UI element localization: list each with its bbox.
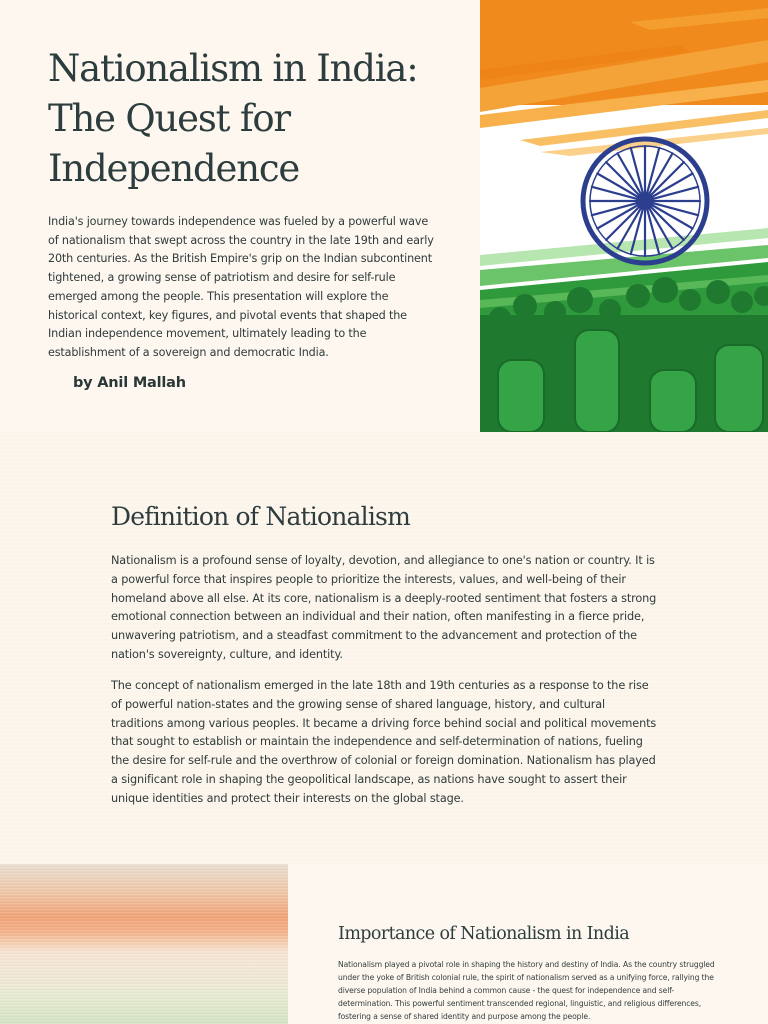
ashoka-chakra xyxy=(583,139,707,263)
history-paragraph: The concept of nationalism emerged in the late 18th and 19th centuries as a response to the rise of powerful nation-states and the growing sense of shared language, history, and cultural traditions among various peoples. It became a driving force behind social and political movements that sought to establish or maintain the independence and self-determination of nations, fueling the desire for self-rule and the overthrow of colonial or foreign domination. Nationalism has played a significant role in shaping the geopolitical landscape, as nations have sought to assert their unique identities and protect their interests on the global stage. xyxy=(111,679,657,805)
definition-paragraph: Nationalism is a profound sense of loyalty, devotion, and allegiance to one's nation or country. It is a powerful force that inspires people to prioritize the interests, values, and well-being of their homeland above all else. At its core, nationalism is a deeply-rooted sentiment that fosters a strong emotional connection between an individual and their nation, often manifesting in a fierce pride, unwavering patriotism, and a steadfast commitment to the advancement and protection of the nation's sovereignty, culture, and identity. xyxy=(111,554,657,661)
title-line: Nationalism in India: xyxy=(48,47,418,90)
importance-paragraph: Nationalism played a pivotal role in shaping the history and destiny of India. As the country struggled under the yoke of British colonial rule, the spirit of nationalism served as a unifying force, rallying the diverse population of India behind a common cause - the quest for independence and self-determination. This powerful sentiment transcended regional, linguistic, and religious differences, fostering a sense of shared identity and purpose among the people. xyxy=(338,960,715,1022)
section-heading: Definition of Nationalism xyxy=(111,502,410,531)
page-title xyxy=(48,44,458,194)
indian-flag-crowd-illustration xyxy=(480,0,768,432)
title-line: Independence xyxy=(48,147,300,190)
intro-paragraph: India's journey towards independence was fueled by a powerful wave of nationalism that swept across the country in the late 19th and early 20th centuries. As the British Empire's grip on the Indian subcontinent tightened, a growing sense of patriotism and desire for self-rule emerged among the people. This presentation will explore the historical context, key figures, and pivotal events that shaped the Indian independence movement, ultimately leading to the establishment of a sovereign and democratic India. xyxy=(48,215,434,359)
title-line: The Quest for xyxy=(48,97,290,140)
author-byline: by Anil Mallah xyxy=(73,375,186,391)
section-heading: Importance of Nationalism in India xyxy=(338,924,630,944)
tricolor-stripes-texture xyxy=(0,864,288,1024)
